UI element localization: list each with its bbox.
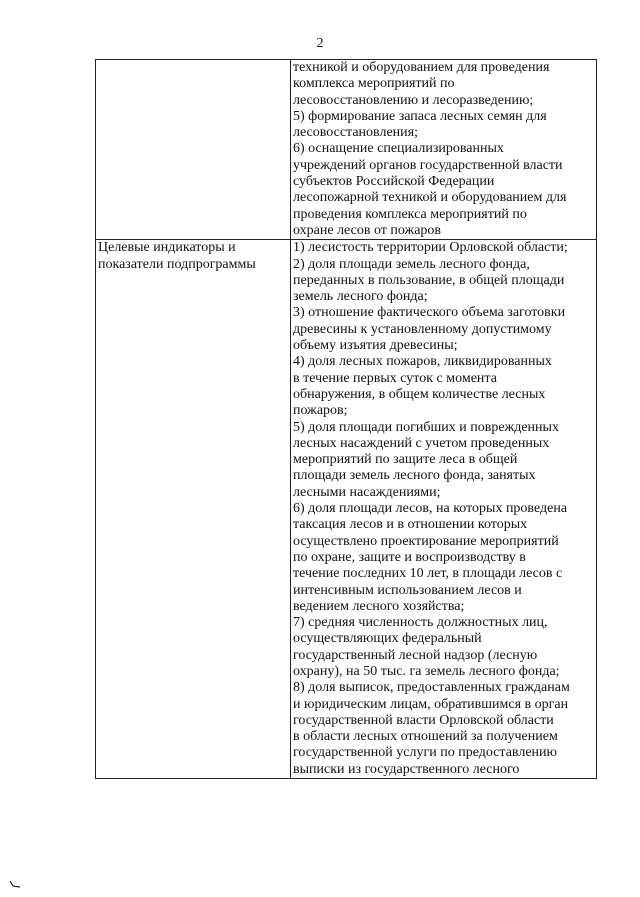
indicators-list-line: по охране, защите и воспроизводству в [293,549,526,565]
indicators-list-line: 4) доля лесных пожаров, ликвидированных [293,354,552,370]
row1-right-line: лесовосстановлению и лесоразведению; [293,92,534,108]
indicators-list-line: таксация лесов и в отношении которых [293,517,528,533]
row1-right-line: 6) оснащение специализированных [293,141,504,157]
row2-left-cell [96,240,291,779]
indicators-list-line: осуществляющих федеральный [293,631,482,647]
indicators-list-line: государственной услуги по предоставлению [293,745,557,761]
table-row [96,60,597,240]
indicators-list-line: мероприятий по защите леса в общей [293,452,518,468]
row1-right-line: комплекса мероприятий по [293,76,455,92]
row1-right-line: лесопожарной техникой и оборудованием для [293,190,567,206]
indicators-list-line: переданных в пользование, в общей площади [293,272,565,288]
indicators-label-line: показатели подпрограммы [98,256,256,272]
indicators-list-line: государственной власти Орловской области [293,712,554,728]
indicators-list-line: пожаров; [293,403,348,419]
indicators-list-line: осуществлено проектирование мероприятий [293,533,559,549]
row1-right-line: учреждений органов государственной власти [293,157,563,173]
indicators-list-line: 2) доля площади земель лесного фонда, [293,256,530,272]
indicators-list-line: обнаружения, в общем количестве лесных [293,386,546,402]
indicators-list-line: государственный лесной надзор (лесную [293,647,538,663]
indicators-list-line: выписки из государственного лесного [293,761,520,777]
indicators-list-line: древесины к установленному допустимому [293,321,552,337]
indicators-list-line: и юридическим лицам, обратившимся в орган [293,696,569,712]
indicators-list-line: лесными насаждениями; [293,484,441,500]
indicators-label-line: Целевые индикаторы и [98,240,236,256]
row1-right-line: охране лесов от пожаров [293,222,442,238]
indicators-list-line: течение последних 10 лет, в площади лесов с [293,566,563,582]
row1-left-cell [96,60,291,240]
row1-right-line: проведения комплекса мероприятий по [293,206,527,222]
row1-right-line: 5) формирование запаса лесных семян для [293,108,547,124]
indicators-list-line: 1) лесистость территории Орловской области; [293,240,568,256]
indicators-list-line: 6) доля площади лесов, на которых проведена [293,501,568,517]
indicators-list-line: охрану), на 50 тыс. га земель лесного фонда; [293,663,560,679]
row1-right-line: лесовосстановления; [293,125,418,141]
indicators-list-line: 7) средняя численность должностных лиц, [293,615,548,631]
indicators-list-line: интенсивным использованием лесов и [293,582,522,598]
indicators-list-line: 3) отношение фактического объема заготовки [293,305,566,321]
indicators-list-line: земель лесного фонда; [293,289,428,305]
row2-right-cell [291,240,597,779]
indicators-list-line: лесных насаждений с учетом проведенных [293,435,550,451]
indicators-list-line: в течение первых суток с момента [293,370,497,386]
row1-right-cell [291,60,597,240]
subprogram-passport-table [95,59,597,779]
indicators-list-line: 5) доля площади погибших и поврежденных [293,419,559,435]
table-row [96,240,597,779]
row1-right-line: субъектов Российской Федерации [293,174,495,190]
indicators-list-line: площади земель лесного фонда, занятых [293,468,536,484]
scan-corner-mark [9,880,21,888]
page-number: 2 [316,36,324,51]
row1-right-line: техникой и оборудованием для проведения [293,60,550,75]
indicators-list-line: 8) доля выписок, предоставленных гражданам [293,680,570,696]
indicators-list-line: объему изъятия древесины; [293,338,458,354]
indicators-list-line: ведением лесного хозяйства; [293,598,465,614]
indicators-list-line: в области лесных отношений за получением [293,729,558,745]
